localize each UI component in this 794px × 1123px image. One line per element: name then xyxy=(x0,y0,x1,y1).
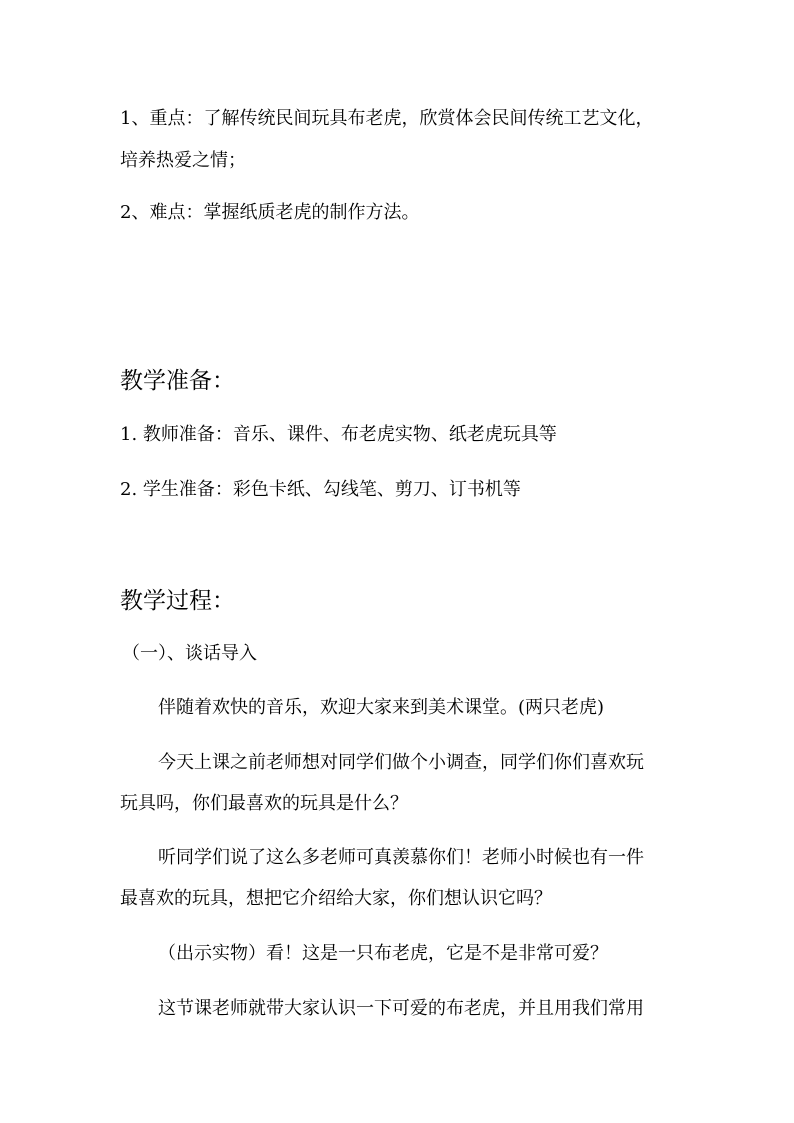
process-heading: 教学过程： xyxy=(120,588,235,614)
paragraph-2-line-1: 今天上课之前老师想对同学们做个小调查，同学们你们喜欢玩 xyxy=(158,752,644,773)
key-point-2: 2、难点：掌握纸质老虎的制作方法。 xyxy=(120,202,420,223)
section-1-title: （一）、谈话导入 xyxy=(122,643,257,664)
paragraph-3-line-2: 最喜欢的玩具，想把它介绍给大家，你们想认识它吗？ xyxy=(120,888,552,909)
paragraph-5: 这节课老师就带大家认识一下可爱的布老虎，并且用我们常用 xyxy=(158,998,644,1019)
paragraph-4: （出示实物）看！这是一只布老虎，它是不是非常可爱？ xyxy=(158,943,608,964)
teacher-preparation: 1. 教师准备：音乐、课件、布老虎实物、纸老虎玩具等 xyxy=(120,424,557,445)
paragraph-2-line-2: 玩具吗，你们最喜欢的玩具是什么？ xyxy=(120,793,408,814)
paragraph-3-line-1: 听同学们说了这么多老师可真羡慕你们！老师小时候也有一件 xyxy=(158,847,644,868)
preparation-heading: 教学准备： xyxy=(120,368,235,394)
paragraph-1: 伴随着欢快的音乐，欢迎大家来到美术课堂。(两只老虎) xyxy=(158,697,605,718)
key-point-1-line-1: 1、重点：了解传统民间玩具布老虎，欣赏体会民间传统工艺文化， xyxy=(120,108,654,129)
key-point-1-line-2: 培养热爱之情； xyxy=(120,150,246,171)
student-preparation: 2. 学生准备：彩色卡纸、勾线笔、剪刀、订书机等 xyxy=(120,479,521,500)
